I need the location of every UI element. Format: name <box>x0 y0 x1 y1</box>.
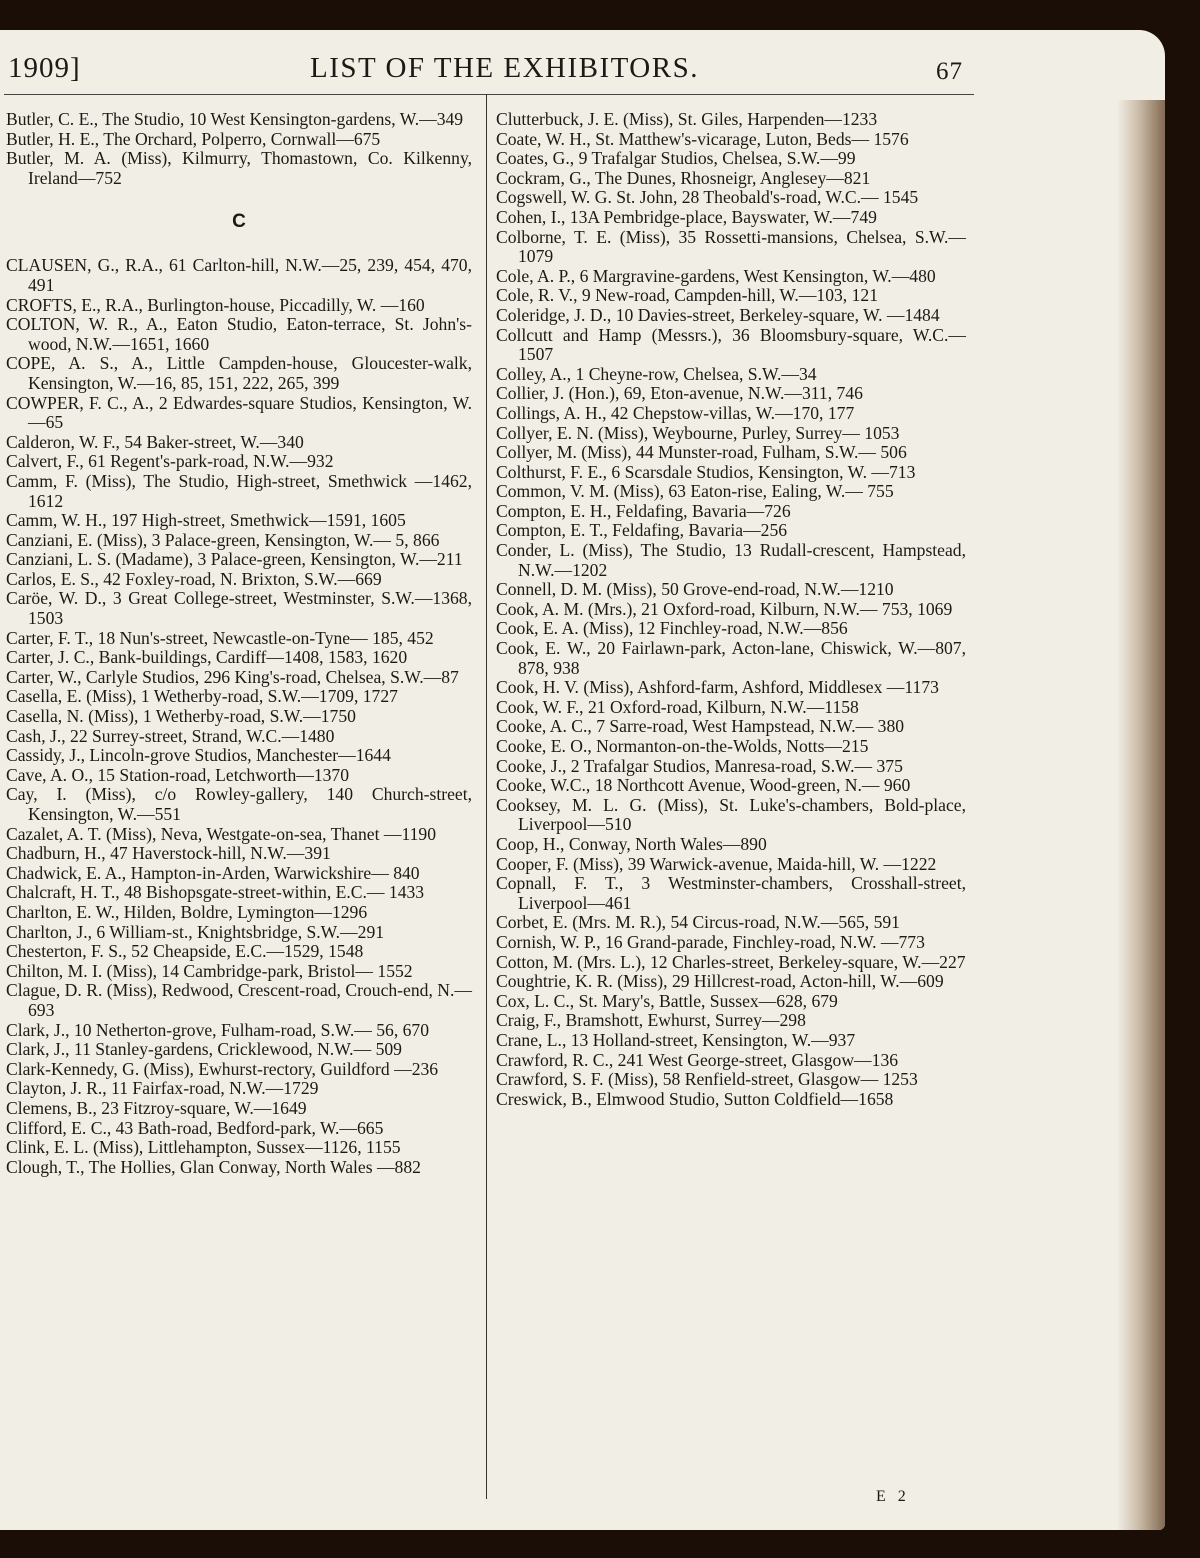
exhibitor-entry: Cohen, I., 13A Pembridge-place, Bayswater, W.—749 <box>496 206 877 227</box>
exhibitor-entry: Collyer, M. (Miss), 44 Munster-road, Fulham, S.W.— 506 <box>496 442 907 463</box>
exhibitor-entry: Creswick, B., Elmwood Studio, Sutton Coldfield—1658 <box>496 1088 894 1109</box>
exhibitor-entry: Colborne, T. E. (Miss), 35 Rossetti-mansions, Chelsea, S.W.—1079 <box>496 226 966 267</box>
exhibitor-entry: Cooksey, M. L. G. (Miss), St. Luke's-chambers, Bold-place, Liverpool—510 <box>496 794 966 835</box>
exhibitor-entry: Cook, W. F., 21 Oxford-road, Kilburn, N.W.—1158 <box>496 696 859 717</box>
exhibitor-entry: CLAUSEN, G., R.A., 61 Carlton-hill, N.W.—25, 239, 454, 470, 491 <box>6 255 472 295</box>
page-number: 67 <box>936 58 963 85</box>
right-entry-list <box>496 110 966 1109</box>
exhibitor-entry: COPE, A. S., A., Little Campden-house, Gloucester-walk, Kensington, W.—16, 85, 151, 222, 265, 399 <box>6 353 472 393</box>
exhibitor-entry: Casella, E. (Miss), 1 Wetherby-road, S.W.—1709, 1727 <box>6 686 398 707</box>
page-edge-shadow <box>1117 100 1165 1530</box>
header-year: 1909] <box>8 52 81 84</box>
exhibitor-entry: Cotton, M. (Mrs. L.), 12 Charles-street, Berkeley-square, W.—227 <box>496 951 966 972</box>
exhibitor-entry: Butler, C. E., The Studio, 10 West Kensington-gardens, W.—349 <box>6 109 464 129</box>
exhibitor-entry: Clifford, E. C., 43 Bath-road, Bedford-park, W.—665 <box>6 1117 384 1138</box>
exhibitor-entry: Cassidy, J., Lincoln-grove Studios, Manchester—1644 <box>6 745 391 766</box>
exhibitor-entry: Canziani, L. S. (Madame), 3 Palace-green, Kensington, W.—211 <box>6 549 463 570</box>
exhibitor-entry: Copnall, F. T., 3 Westminster-chambers, Crosshall-street, Liverpool—461 <box>496 873 966 913</box>
exhibitor-entry: Coleridge, J. D., 10 Davies-street, Berkeley-square, W. —1484 <box>496 304 940 325</box>
exhibitor-entry: COWPER, F. C., A., 2 Edwardes-square Studios, Kensington, W.—65 <box>6 392 472 433</box>
exhibitor-entry: Crawford, R. C., 241 West George-street, Glasgow—136 <box>496 1049 899 1070</box>
exhibitor-entry: Clayton, J. R., 11 Fairfax-road, N.W.—1729 <box>6 1078 319 1099</box>
section-letter: C <box>232 211 246 233</box>
exhibitor-entry: Collings, A. H., 42 Chepstow-villas, W.—170, 177 <box>496 402 855 423</box>
entries-before-section <box>6 110 472 188</box>
exhibitor-entry: Colthurst, F. E., 6 Scarsdale Studios, Kensington, W. —713 <box>496 461 916 482</box>
exhibitor-entry: Clark, J., 11 Stanley-gardens, Cricklewood, N.W.— 509 <box>6 1039 402 1060</box>
exhibitor-entry: Cooke, W.C., 18 Northcott Avenue, Wood-green, N.— 960 <box>496 775 911 796</box>
exhibitor-entry: Cooke, A. C., 7 Sarre-road, West Hampstead, N.W.— 380 <box>496 716 905 737</box>
exhibitor-entry: Clutterbuck, J. E. (Miss), St. Giles, Harpenden—1233 <box>496 109 878 129</box>
left-entry-list <box>6 256 472 1177</box>
exhibitor-entry: Carlos, E. S., 42 Foxley-road, N. Brixton, S.W.—669 <box>6 568 382 589</box>
exhibitor-entry: Clague, D. R. (Miss), Redwood, Crescent-road, Crouch-end, N.—693 <box>6 980 472 1020</box>
exhibitor-entry: Cooke, E. O., Normanton-on-the-Wolds, Notts—215 <box>496 736 869 756</box>
exhibitor-entry: Cornish, W. P., 16 Grand-parade, Finchley-road, N.W. —773 <box>496 931 925 952</box>
exhibitor-entry: Collier, J. (Hon.), 69, Eton-avenue, N.W.—311, 746 <box>496 383 863 404</box>
exhibitor-entry: Cooper, F. (Miss), 39 Warwick-avenue, Maida-hill, W. —1222 <box>496 853 937 874</box>
exhibitor-entry: COLTON, W. R., A., Eaton Studio, Eaton-terrace, St. John's-wood, N.W.—1651, 1660 <box>6 314 472 354</box>
exhibitor-entry: CROFTS, E., R.A., Burlington-house, Piccadilly, W. —160 <box>6 294 425 315</box>
exhibitor-entry: Carter, F. T., 18 Nun's-street, Newcastle-on-Tyne— 185, 452 <box>6 627 434 648</box>
exhibitor-entry: Cash, J., 22 Surrey-street, Strand, W.C.—1480 <box>6 725 335 746</box>
exhibitor-entry: Coop, H., Conway, North Wales—890 <box>496 833 767 854</box>
exhibitor-entry: Cooke, J., 2 Trafalgar Studios, Manresa-road, S.W.— 375 <box>496 755 903 776</box>
exhibitor-entry: Chilton, M. I. (Miss), 14 Cambridge-park, Bristol— 1552 <box>6 960 413 981</box>
exhibitor-entry: Chesterton, F. S., 52 Cheapside, E.C.—1529, 1548 <box>6 941 364 962</box>
exhibitor-entry: Compton, E. H., Feldafing, Bavaria—726 <box>496 500 791 521</box>
exhibitor-entry: Caröe, W. D., 3 Great College-street, Westminster, S.W.—1368, 1503 <box>6 588 472 629</box>
exhibitor-entry: Camm, F. (Miss), The Studio, High-street, Smethwick —1462, 1612 <box>6 470 472 511</box>
exhibitor-entry: Calderon, W. F., 54 Baker-street, W.—340 <box>6 431 304 452</box>
exhibitor-entry: Colley, A., 1 Cheyne-row, Chelsea, S.W.—34 <box>496 363 817 384</box>
exhibitor-entry: Charlton, J., 6 William-st., Knightsbridge, S.W.—291 <box>6 921 385 942</box>
exhibitor-entry: Conder, L. (Miss), The Studio, 13 Rudall-crescent, Hampstead, N.W.—1202 <box>496 540 966 580</box>
signature-mark: E 2 <box>876 1488 910 1505</box>
exhibitor-entry: Butler, H. E., The Orchard, Polperro, Cornwall—675 <box>6 128 381 149</box>
exhibitor-entry: Cox, L. C., St. Mary's, Battle, Sussex—628, 679 <box>496 990 838 1011</box>
exhibitor-entry: Chadburn, H., 47 Haverstock-hill, N.W.—391 <box>6 843 331 864</box>
exhibitor-entry: Crane, L., 13 Holland-street, Kensington, W.—937 <box>496 1029 856 1050</box>
page-title: LIST OF THE EXHIBITORS. <box>310 52 699 84</box>
exhibitor-entry: Chalcraft, H. T., 48 Bishopsgate-street-within, E.C.— 1433 <box>6 882 425 903</box>
running-header <box>0 52 1000 92</box>
book-page <box>0 30 1165 1530</box>
exhibitor-entry: Coughtrie, K. R. (Miss), 29 Hillcrest-road, Acton-hill, W.—609 <box>496 971 944 992</box>
exhibitor-entry: Cave, A. O., 15 Station-road, Letchworth—1370 <box>6 764 350 785</box>
exhibitor-entry: Clink, E. L. (Miss), Littlehampton, Sussex—1126, 1155 <box>6 1137 401 1158</box>
exhibitor-entry: Chadwick, E. A., Hampton-in-Arden, Warwickshire— 840 <box>6 862 420 883</box>
exhibitor-entry: Cook, A. M. (Mrs.), 21 Oxford-road, Kilburn, N.W.— 753, 1069 <box>496 598 953 619</box>
exhibitor-entry: Cook, E. W., 20 Fairlawn-park, Acton-lane, Chiswick, W.—807, 878, 938 <box>496 638 966 678</box>
exhibitor-entry: Butler, M. A. (Miss), Kilmurry, Thomastown, Co. Kilkenny, Ireland—752 <box>6 148 472 188</box>
exhibitor-entry: Crawford, S. F. (Miss), 58 Renfield-street, Glasgow— 1253 <box>496 1069 918 1090</box>
exhibitor-entry: Corbet, E. (Mrs. M. R.), 54 Circus-road, N.W.—565, 591 <box>496 912 900 933</box>
exhibitor-entry: Camm, W. H., 197 High-street, Smethwick—1591, 1605 <box>6 510 406 531</box>
exhibitor-entry: Collyer, E. N. (Miss), Weybourne, Purley, Surrey— 1053 <box>496 422 900 443</box>
exhibitor-entry: Cole, R. V., 9 New-road, Campden-hill, W.—103, 121 <box>496 285 878 306</box>
exhibitor-entry: Cook, E. A. (Miss), 12 Finchley-road, N.W.—856 <box>496 618 848 639</box>
exhibitor-entry: Cook, H. V. (Miss), Ashford-farm, Ashford, Middlesex —1173 <box>496 677 939 698</box>
exhibitor-entry: Cay, I. (Miss), c/o Rowley-gallery, 140 Church-street, Kensington, W.—551 <box>6 784 472 824</box>
left-column <box>6 110 472 1177</box>
right-column <box>496 110 966 1109</box>
exhibitor-entry: Clark, J., 10 Netherton-grove, Fulham-road, S.W.— 56, 670 <box>6 1019 430 1040</box>
exhibitor-entry: Clemens, B., 23 Fitzroy-square, W.—1649 <box>6 1097 307 1118</box>
exhibitor-entry: Cole, A. P., 6 Margravine-gardens, West Kensington, W.—480 <box>496 265 936 286</box>
exhibitor-entry: Canziani, E. (Miss), 3 Palace-green, Kensington, W.— 5, 866 <box>6 529 440 550</box>
header-rule <box>4 94 974 95</box>
exhibitor-entry: Compton, E. T., Feldafing, Bavaria—256 <box>496 520 788 541</box>
exhibitor-entry: Calvert, F., 61 Regent's-park-road, N.W.—932 <box>6 451 334 472</box>
exhibitor-entry: Craig, F., Bramshott, Ewhurst, Surrey—298 <box>496 1010 806 1031</box>
exhibitor-entry: Connell, D. M. (Miss), 50 Grove-end-road, N.W.—1210 <box>496 579 894 600</box>
exhibitor-entry: Coate, W. H., St. Matthew's-vicarage, Luton, Beds— 1576 <box>496 128 909 149</box>
exhibitor-entry: Casella, N. (Miss), 1 Wetherby-road, S.W.—1750 <box>6 706 356 727</box>
exhibitor-entry: Clough, T., The Hollies, Glan Conway, North Wales —882 <box>6 1156 421 1177</box>
exhibitor-entry: Charlton, E. W., Hilden, Boldre, Lymington—1296 <box>6 901 368 922</box>
exhibitor-entry: Collcutt and Hamp (Messrs.), 36 Bloomsbury-square, W.C.—1507 <box>496 324 966 365</box>
exhibitor-entry: Common, V. M. (Miss), 63 Eaton-rise, Ealing, W.— 755 <box>496 481 894 502</box>
column-divider <box>486 94 487 1499</box>
exhibitor-entry: Cazalet, A. T. (Miss), Neva, Westgate-on-sea, Thanet —1190 <box>6 823 437 844</box>
exhibitor-entry: Carter, J. C., Bank-buildings, Cardiff—1408, 1583, 1620 <box>6 647 408 668</box>
exhibitor-entry: Cogswell, W. G. St. John, 28 Theobald's-road, W.C.— 1545 <box>496 187 919 208</box>
exhibitor-entry: Cockram, G., The Dunes, Rhosneigr, Anglesey—821 <box>496 167 871 188</box>
exhibitor-entry: Carter, W., Carlyle Studios, 296 King's-road, Chelsea, S.W.—87 <box>6 666 459 687</box>
exhibitor-entry: Coates, G., 9 Trafalgar Studios, Chelsea, S.W.—99 <box>496 148 856 169</box>
exhibitor-entry: Clark-Kennedy, G. (Miss), Ewhurst-rectory, Guildford —236 <box>6 1058 439 1079</box>
